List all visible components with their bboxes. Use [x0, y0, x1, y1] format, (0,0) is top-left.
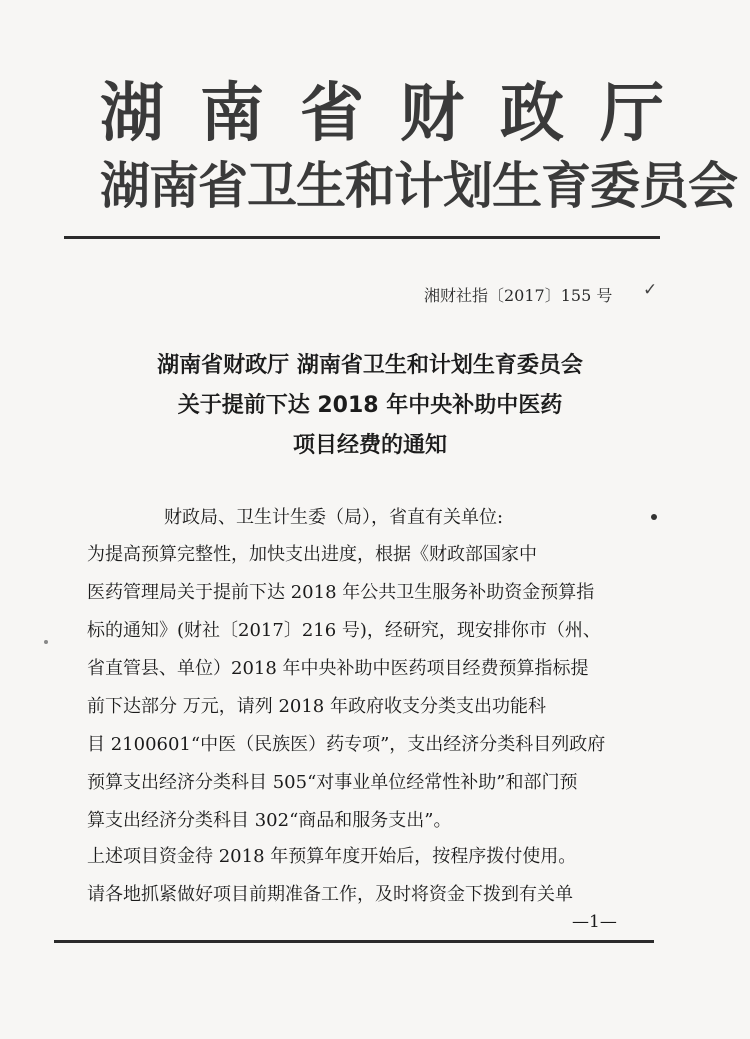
body-line: 上述项目资金待 2018 年预算年度开始后，按程序拨付使用。 [87, 846, 577, 867]
body-line: 省直管县、单位）2018 年中央补助中医药项目经费预算指标提 [87, 658, 589, 679]
scan-speck [651, 514, 657, 520]
body-line: 医药管理局关于提前下达 2018 年公共卫生服务补助资金预算指 [87, 582, 595, 603]
issuer-name-health: 湖南省卫生和计划生育委员会 [100, 157, 737, 215]
title-line-2: 关于提前下达 2018 年中央补助中医药 [177, 393, 563, 418]
body-paragraph-1 [87, 536, 667, 840]
document-title [60, 346, 680, 466]
body-line: 算支出经济分类科目 302“商品和服务支出”。 [87, 810, 452, 831]
footer-divider [54, 940, 654, 943]
page-number: —1— [572, 912, 617, 932]
body-line: 前下达部分 万元，请列 2018 年政府收支分类支出功能科 [87, 696, 546, 717]
check-mark-icon: ✓ [643, 280, 658, 300]
salutation: 财政局、卫生计生委（局），省直有关单位: [164, 507, 504, 528]
title-line-1: 湖南省财政厅 湖南省卫生和计划生育委员会 [157, 353, 583, 378]
body-line: 目 2100601“中医（民族医）药专项”，支出经济分类科目列政府 [87, 734, 606, 755]
body-paragraph-2 [87, 838, 667, 914]
scan-speck [44, 640, 48, 644]
body-line: 标的通知》(财社〔2017〕216 号)，经研究，现安排你市（州、 [87, 620, 601, 641]
document-number: 湘财社指〔2017〕155 号 [424, 286, 613, 305]
header-divider [64, 236, 660, 239]
body-line: 请各地抓紧做好项目前期准备工作，及时将资金下拨到有关单 [87, 884, 573, 905]
title-line-3: 项目经费的通知 [292, 433, 447, 458]
issuer-name-finance: 湖南省财政厅 [100, 77, 700, 151]
body-line: 预算支出经济分类科目 505“对事业单位经常性补助”和部门预 [87, 772, 578, 793]
body-line: 为提高预算完整性，加快支出进度，根据《财政部国家中 [87, 544, 537, 565]
